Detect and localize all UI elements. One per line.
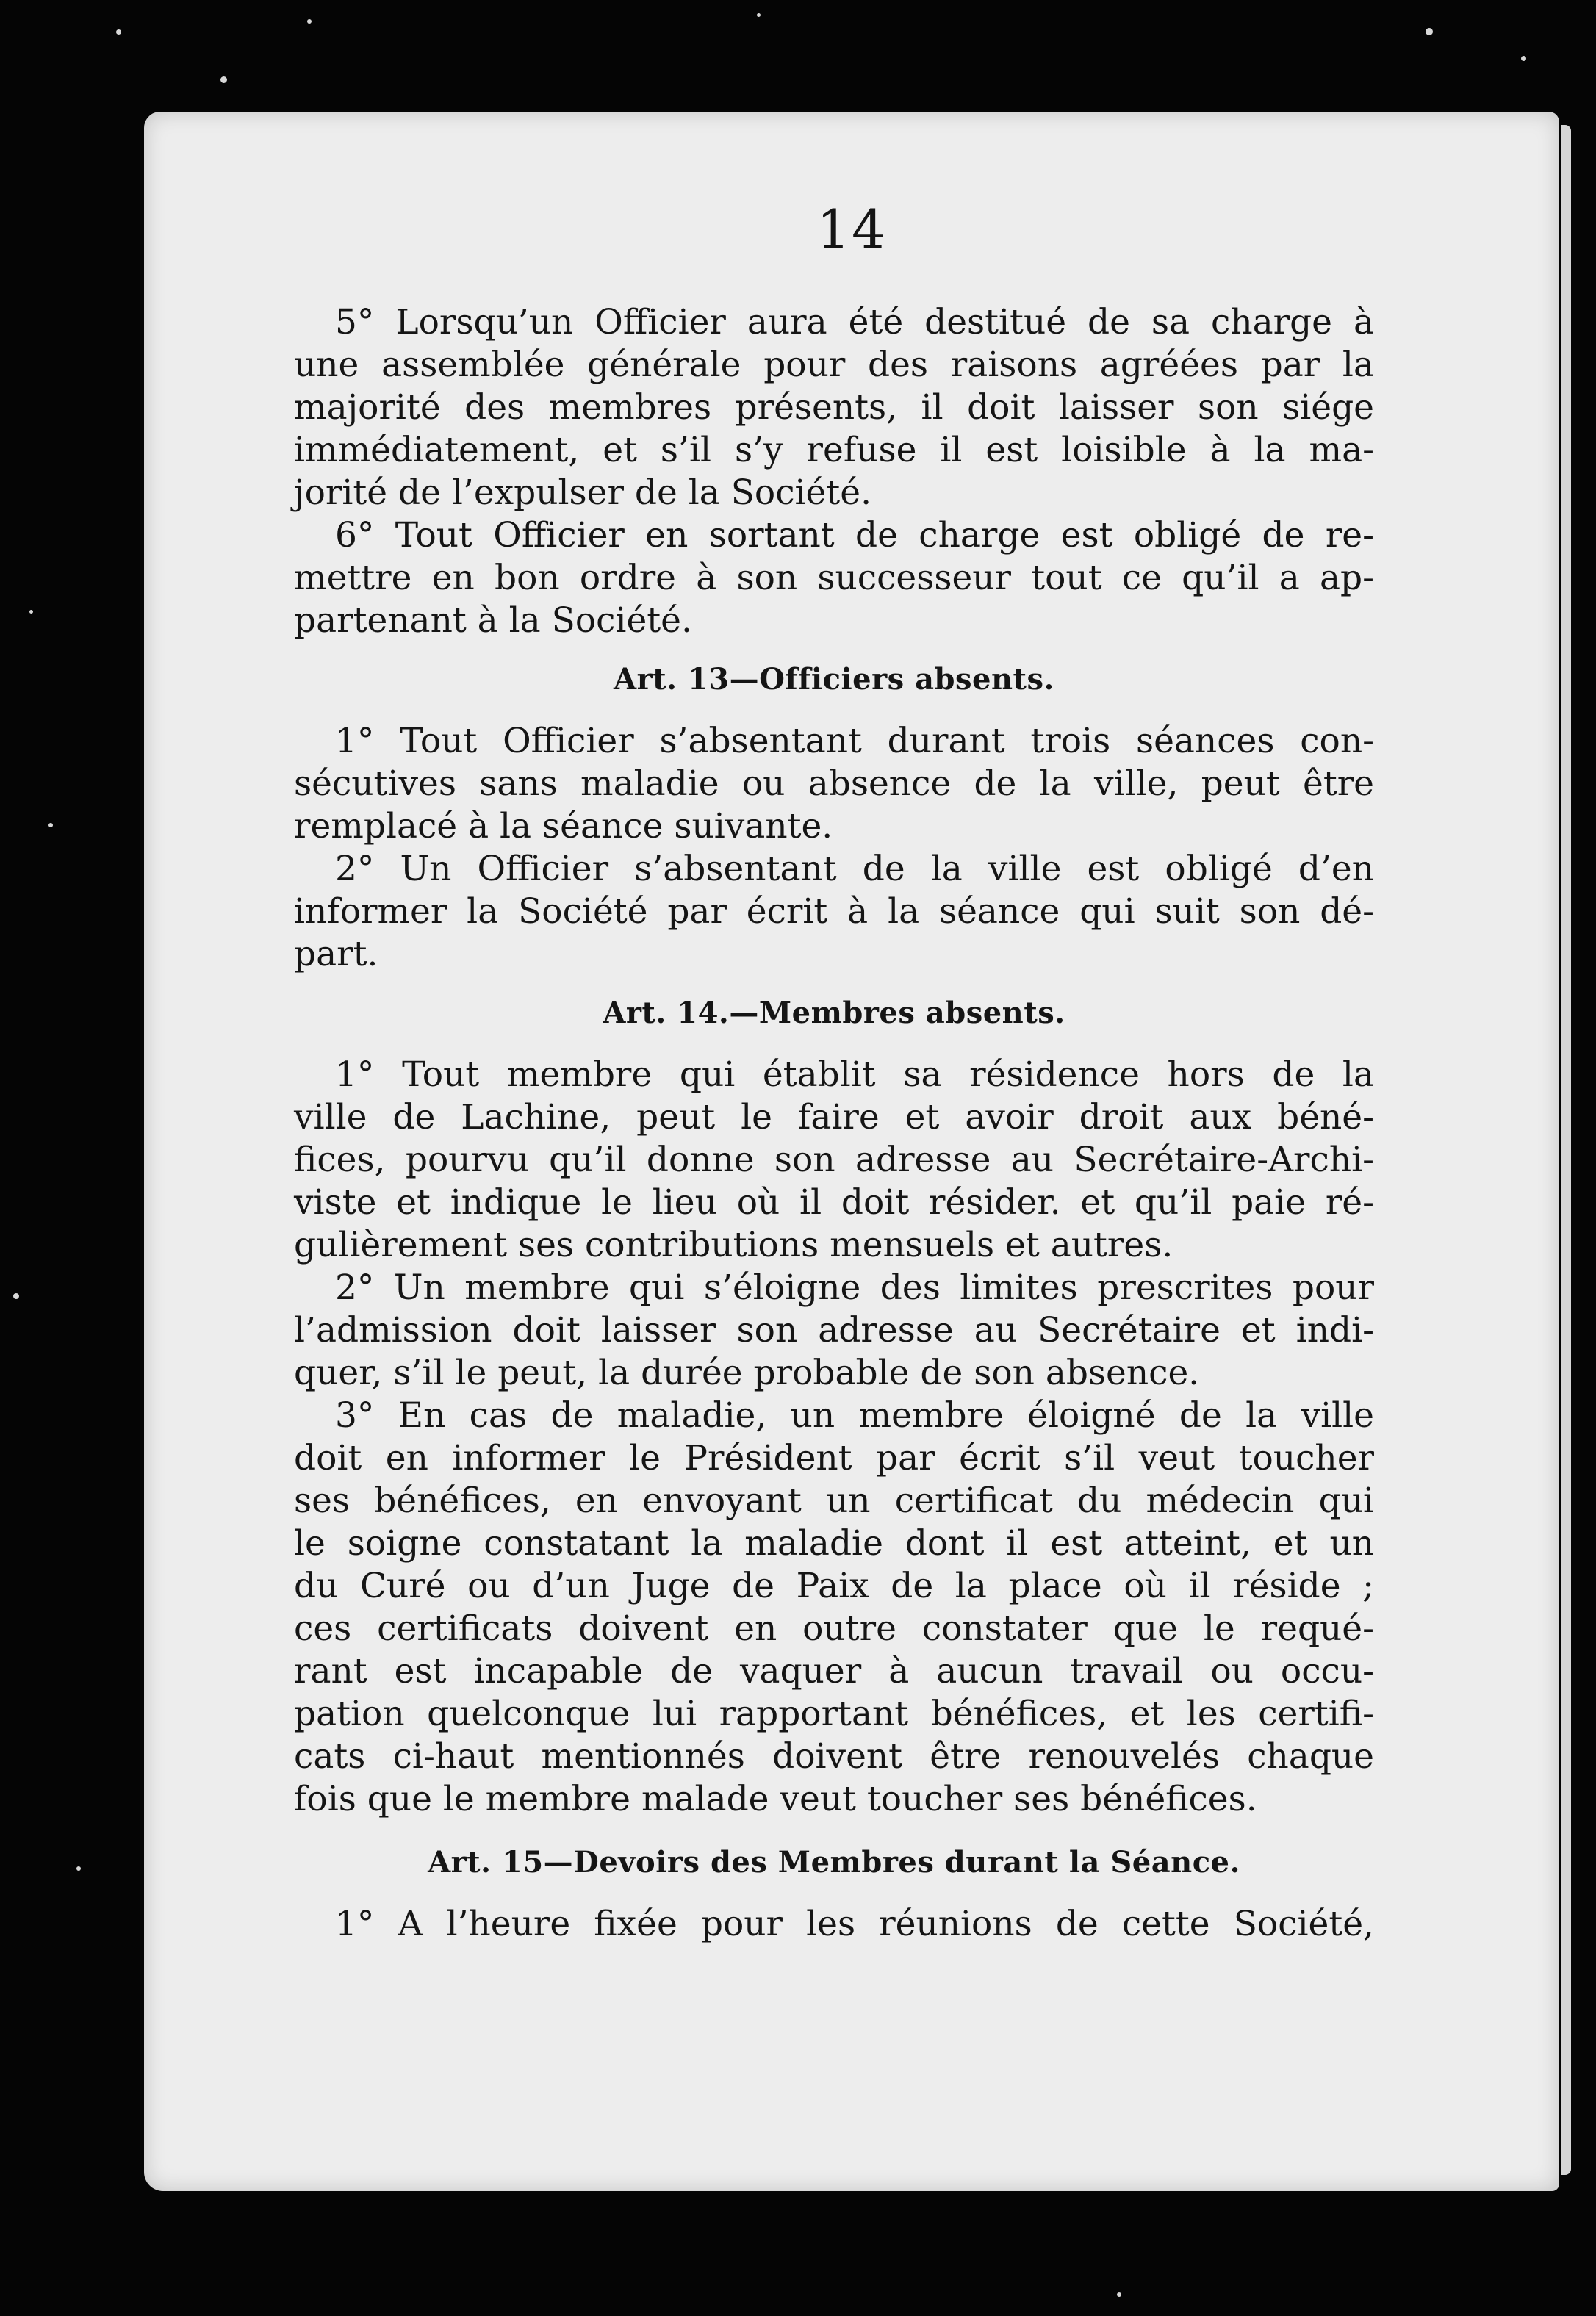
scan-speck	[116, 29, 121, 35]
text-line: quer, s’il le peut, la durée probable de son absence.	[294, 1353, 1200, 1393]
text-line: part.	[294, 934, 378, 974]
text-line: 2° Un Officier s’absentant de la ville est obligé d’en	[335, 849, 1374, 889]
scan-speck	[1426, 28, 1433, 35]
text-line: informer la Société par écrit à la séance qui suit son dé-	[294, 891, 1374, 932]
book-page	[144, 112, 1559, 2191]
article-14-body	[294, 1054, 1374, 1821]
text-line: cats ci-haut mentionnés doivent être renouvelés chaque	[294, 1736, 1374, 1777]
text-line: fices, pourvu qu’il donne son adresse au Secrétaire-Archi-	[294, 1140, 1374, 1180]
scan-speck	[29, 610, 33, 614]
article-15-body	[294, 1903, 1374, 1946]
page-edge	[1561, 125, 1571, 2175]
text-line: majorité des membres présents, il doit laisser son siége	[294, 387, 1374, 428]
article-15-heading: Art. 15—Devoirs des Membres durant la Séance.	[428, 1845, 1240, 1880]
text-line: rant est incapable de vaquer à aucun travail ou occu-	[294, 1651, 1374, 1691]
text-line: fois que le membre malade veut toucher ses bénéfices.	[294, 1779, 1257, 1819]
scan-speck	[220, 76, 227, 83]
scan-speck	[13, 1293, 19, 1299]
text-line: sécutives sans maladie ou absence de la ville, peut être	[294, 763, 1374, 804]
text-line: une assemblée générale pour des raisons agréées par la	[294, 345, 1374, 385]
text-line: 1° Tout membre qui établit sa résidence hors de la	[335, 1054, 1374, 1095]
text-line: ses bénéfices, en envoyant un certificat du médecin qui	[294, 1481, 1374, 1521]
text-line: jorité de l’expulser de la Société.	[294, 472, 872, 513]
text-line: ces certificats doivent en outre constater que le requé-	[294, 1608, 1374, 1649]
text-line: l’admission doit laisser son adresse au Secrétaire et indi-	[294, 1310, 1374, 1351]
paragraph-officer-leaving	[294, 514, 1374, 642]
text-line: mettre en bon ordre à son successeur tout ce qu’il a ap-	[294, 558, 1374, 598]
text-line: gulièrement ses contributions mensuels et autres.	[294, 1225, 1173, 1265]
text-line: pation quelconque lui rapportant bénéfices, et les certifi-	[294, 1694, 1374, 1734]
text-line: du Curé ou d’un Juge de Paix de la place où il réside ;	[294, 1566, 1374, 1606]
scan-speck	[1117, 2292, 1121, 2297]
text-line: doit en informer le Président par écrit s’il veut toucher	[294, 1438, 1374, 1478]
article-13-heading: Art. 13—Officiers absents.	[614, 662, 1054, 697]
text-line: 5° Lorsqu’un Officier aura été destitué de sa charge à	[335, 302, 1374, 342]
text-line: immédiatement, et s’il s’y refuse il est loisible à la ma-	[294, 430, 1374, 470]
scan-speck	[1521, 56, 1526, 61]
text-line: 3° En cas de maladie, un membre éloigné de la ville	[335, 1395, 1374, 1436]
scan-speck	[757, 13, 761, 17]
text-line: 1° Tout Officier s’absentant durant trois séances con-	[335, 721, 1374, 761]
scan-speck	[307, 19, 312, 24]
text-line: 2° Un membre qui s’éloigne des limites prescrites pour	[335, 1267, 1374, 1308]
page-text	[294, 301, 1374, 1946]
text-line: 1° A l’heure fixée pour les réunions de cette Société,	[335, 1904, 1374, 1944]
paragraph-officer-removal	[294, 301, 1374, 514]
scan-speck	[48, 823, 53, 827]
text-line: viste et indique le lieu où il doit résider. et qu’il paie ré-	[294, 1182, 1374, 1223]
text-line: 6° Tout Officier en sortant de charge est obligé de re-	[335, 515, 1374, 555]
text-line: partenant à la Société.	[294, 600, 692, 641]
text-line: remplacé à la séance suivante.	[294, 806, 833, 846]
scan-speck	[76, 1866, 81, 1871]
page-number: 14	[816, 198, 887, 260]
text-line: ville de Lachine, peut le faire et avoir droit aux béné-	[294, 1097, 1374, 1137]
article-14-heading: Art. 14.—Membres absents.	[603, 996, 1065, 1030]
text-line: le soigne constatant la maladie dont il est atteint, et un	[294, 1523, 1374, 1564]
article-13-body	[294, 720, 1374, 976]
